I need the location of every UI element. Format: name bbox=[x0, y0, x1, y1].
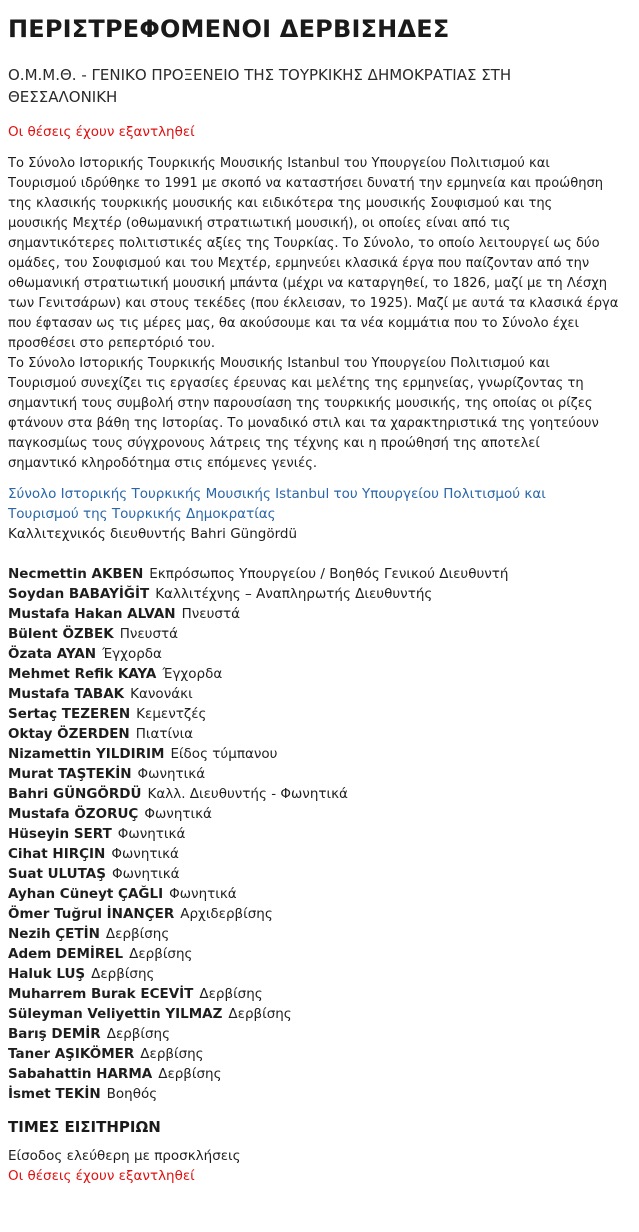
member-name: Sabahattin HARMA bbox=[8, 1066, 153, 1082]
member-name: Hüseyin SERT bbox=[8, 826, 112, 842]
description-line: Το Σύνολο Ιστορικής Τουρκικής Μουσικής Istanbul του Υπουργείου Πολιτισμού και bbox=[8, 156, 550, 171]
member-name: Suat ULUTAŞ bbox=[8, 866, 106, 882]
member-role: Έγχορδα bbox=[102, 646, 162, 662]
description-line: παγκοσμίως τους σύγχρονους λάτρεις της τέχνης και η προώθησή της αποτελεί bbox=[8, 436, 540, 451]
member-row bbox=[8, 644, 639, 664]
description-line: Τουρισμού ιδρύθηκε το 1991 με σκοπό να καταστήσει δυνατή την ερμηνεία και προώθηση bbox=[8, 176, 604, 191]
description-line: οθωμανική στρατιωτική μουσική μπάντα (μέχρι να καταργηθεί, το 1826, μαζί με τη Λέσχη bbox=[8, 276, 608, 291]
member-role: Πνευστά bbox=[119, 626, 179, 642]
member-role: Δερβίσης bbox=[91, 966, 155, 982]
member-role: Φωνητικά bbox=[117, 826, 186, 842]
member-role: Δερβίσης bbox=[158, 1066, 222, 1082]
member-row bbox=[8, 584, 639, 604]
member-name: Mustafa Hakan ALVAN bbox=[8, 606, 176, 622]
member-role: Πιατίνια bbox=[135, 726, 194, 742]
member-role: Δερβίσης bbox=[129, 946, 193, 962]
artistic-director: Καλλιτεχνικός διευθυντής Bahri Güngördü bbox=[8, 526, 298, 542]
member-role: Δερβίσης bbox=[105, 926, 170, 942]
description-line: Τουρισμού συνεχίζει τις εργασίες έρευνας και μελέτης της ερμηνείας, γνωρίζοντας τη bbox=[8, 376, 584, 391]
member-row bbox=[8, 1024, 639, 1044]
member-row bbox=[8, 864, 639, 884]
member-role: Φωνητικά bbox=[111, 866, 180, 882]
member-row bbox=[8, 1084, 639, 1104]
member-row bbox=[8, 704, 639, 724]
event-description bbox=[8, 154, 639, 474]
description-line: Το Σύνολο Ιστορικής Τουρκικής Μουσικής Istanbul του Υπουργείου Πολιτισμού και bbox=[8, 356, 550, 371]
member-row bbox=[8, 604, 639, 624]
member-role: Δερβίσης bbox=[140, 1046, 204, 1062]
member-row bbox=[8, 724, 639, 744]
member-row bbox=[8, 964, 639, 984]
member-role: Αρχιδερβίσης bbox=[180, 906, 273, 922]
member-row bbox=[8, 684, 639, 704]
description-line: σημαντικό κληροδότημα στις επόμενες γενιές. bbox=[8, 456, 318, 471]
member-role: Κανονάκι bbox=[130, 686, 193, 702]
member-role: Εκπρόσωπος Υπουργείου / Βοηθός Γενικού Διευθυντή bbox=[149, 566, 509, 582]
member-name: Süleyman Veliyettin YILMAZ bbox=[8, 1006, 223, 1022]
member-name: Necmettin AKBEN bbox=[8, 566, 144, 582]
member-row bbox=[8, 1064, 639, 1084]
member-row bbox=[8, 944, 639, 964]
member-role: Κεμεντζές bbox=[136, 706, 207, 722]
member-row bbox=[8, 1044, 639, 1064]
member-name: Mehmet Refik KAYA bbox=[8, 666, 157, 682]
member-row bbox=[8, 884, 639, 904]
ensemble-title[interactable] bbox=[8, 484, 639, 524]
member-name: Ömer Tuğrul İNANÇER bbox=[8, 906, 175, 922]
member-name: Bahri GÜNGÖRDÜ bbox=[8, 786, 142, 802]
ensemble-title-line-2[interactable]: Τουρισμού της Τουρκικής Δημοκρατίας bbox=[8, 506, 276, 522]
member-role: Έγχορδα bbox=[162, 666, 223, 682]
member-name: Oktay ÖZERDEN bbox=[8, 726, 130, 742]
description-line: σημαντικότερες πολιτιστικές αξίες της Τουρκίας. Το Σύνολο, το οποίο λειτουργεί ως δύο bbox=[8, 236, 600, 251]
member-role: Φωνητικά bbox=[144, 806, 212, 822]
member-row bbox=[8, 784, 639, 804]
member-role: Φωνητικά bbox=[169, 886, 237, 902]
member-role: Καλλ. Διευθυντής - Φωνητικά bbox=[147, 786, 348, 802]
description-line: σημαντική τους συμβολή στην παρουσίαση της τουρκικής μουσικής, της οποίας οι ρίζες bbox=[8, 396, 593, 411]
member-role: Δερβίσης bbox=[106, 1026, 171, 1042]
description-line: των Γενιτσάρων) και στους τεκέδες (που έκλεισαν, το 1925). Μαζί με αυτά τα κλασικά έργα bbox=[8, 296, 619, 311]
members-list bbox=[8, 564, 639, 1104]
member-role: Δερβίσης bbox=[228, 1006, 292, 1022]
sold-out-notice: Οι θέσεις έχουν εξαντληθεί bbox=[8, 124, 195, 140]
member-row bbox=[8, 824, 639, 844]
member-name: Muharrem Burak ECEVİT bbox=[8, 986, 194, 1002]
tickets-heading: ΤΙΜΕΣ ΕΙΣΙΤΗΡΙΩΝ bbox=[8, 1118, 161, 1136]
member-row bbox=[8, 744, 639, 764]
member-row bbox=[8, 984, 639, 1004]
member-name: Murat TAŞTEKİN bbox=[8, 766, 132, 782]
ensemble-title-line-1[interactable]: Σύνολο Ιστορικής Τουρκικής Μουσικής Istanbul του Υπουργείου Πολιτισμού και bbox=[8, 486, 546, 502]
member-name: Bülent ÖZBEK bbox=[8, 626, 114, 642]
description-line: μουσικής Μεχτέρ (οθωμανική στρατιωτική μουσική), οι οποίες είναι από τις bbox=[8, 216, 511, 231]
member-row bbox=[8, 924, 639, 944]
member-role: Δερβίσης bbox=[199, 986, 263, 1002]
member-role: Είδος τύμπανου bbox=[170, 746, 278, 762]
member-name: Sertaç TEZEREN bbox=[8, 706, 131, 722]
member-row bbox=[8, 764, 639, 784]
member-name: Mustafa ÖZORUÇ bbox=[8, 806, 139, 822]
description-line: προσθέσει στο ρεπερτόριό του. bbox=[8, 336, 216, 351]
member-name: Ayhan Cüneyt ÇAĞLI bbox=[8, 886, 164, 902]
description-line: που έφτασαν ως τις μέρες μας, θα ακούσουμε και τα νέα κομμάτια που το Σύνολο έχει bbox=[8, 316, 579, 331]
member-row bbox=[8, 844, 639, 864]
member-name: Taner AŞIKÖMER bbox=[8, 1046, 135, 1062]
member-name: İsmet TEKİN bbox=[8, 1086, 101, 1102]
member-role: Πνευστά bbox=[181, 606, 240, 622]
member-role: Καλλιτέχνης – Αναπληρωτής Διευθυντής bbox=[155, 586, 433, 602]
member-name: Adem DEMİREL bbox=[8, 946, 124, 962]
event-page bbox=[8, 14, 639, 1186]
member-name: Nizamettin YILDIRIM bbox=[8, 746, 165, 762]
page-title: ΠΕΡΙΣΤΡΕΦΟΜΕΝΟΙ ΔΕΡΒΙΣΗΔΕΣ bbox=[8, 15, 450, 43]
tickets-info: Είσοδος ελεύθερη με προσκλήσεις bbox=[8, 1148, 241, 1164]
member-row bbox=[8, 804, 639, 824]
member-name: Soydan BABAYİĞİT bbox=[8, 586, 150, 602]
member-row bbox=[8, 904, 639, 924]
member-role: Βοηθός bbox=[106, 1086, 158, 1102]
description-line: της κλασικής τουρκικής μουσικής και ειδικότερα της μουσικής Σουφισμού και της bbox=[8, 196, 553, 211]
sold-out-notice-bottom: Οι θέσεις έχουν εξαντληθεί bbox=[8, 1168, 195, 1184]
member-row bbox=[8, 1004, 639, 1024]
description-line: φτάνουν στα βάθη της Ιστορίας. Το μοναδικό στιλ και τα χαρακτηριστικά της γοητεύουν bbox=[8, 416, 599, 431]
member-row bbox=[8, 624, 639, 644]
member-role: Φωνητικά bbox=[137, 766, 206, 782]
member-role: Φωνητικά bbox=[111, 846, 179, 862]
description-line: ομάδες, του Σουφισμού και του Μεχτέρ, ερμηνεύει κλασικά έργα που παίζονταν από την bbox=[8, 256, 590, 271]
member-name: Cihat HIRÇIN bbox=[8, 846, 106, 862]
member-row bbox=[8, 564, 639, 584]
event-subtitle: Ο.Μ.Μ.Θ. - ΓΕΝΙΚΟ ΠΡΟΞΕΝΕΙΟ ΤΗΣ ΤΟΥΡΚΙΚΗΣ ΔΗΜΟΚΡΑΤΙΑΣ ΣΤΗ ΘΕΣΣΑΛΟΝΙΚΗ bbox=[8, 66, 512, 106]
member-row bbox=[8, 664, 639, 684]
member-name: Mustafa TABAK bbox=[8, 686, 125, 702]
member-name: Haluk LUŞ bbox=[8, 966, 86, 982]
member-name: Barış DEMİR bbox=[8, 1026, 101, 1042]
member-name: Nezih ÇETİN bbox=[8, 926, 100, 942]
member-name: Özata AYAN bbox=[8, 646, 97, 662]
